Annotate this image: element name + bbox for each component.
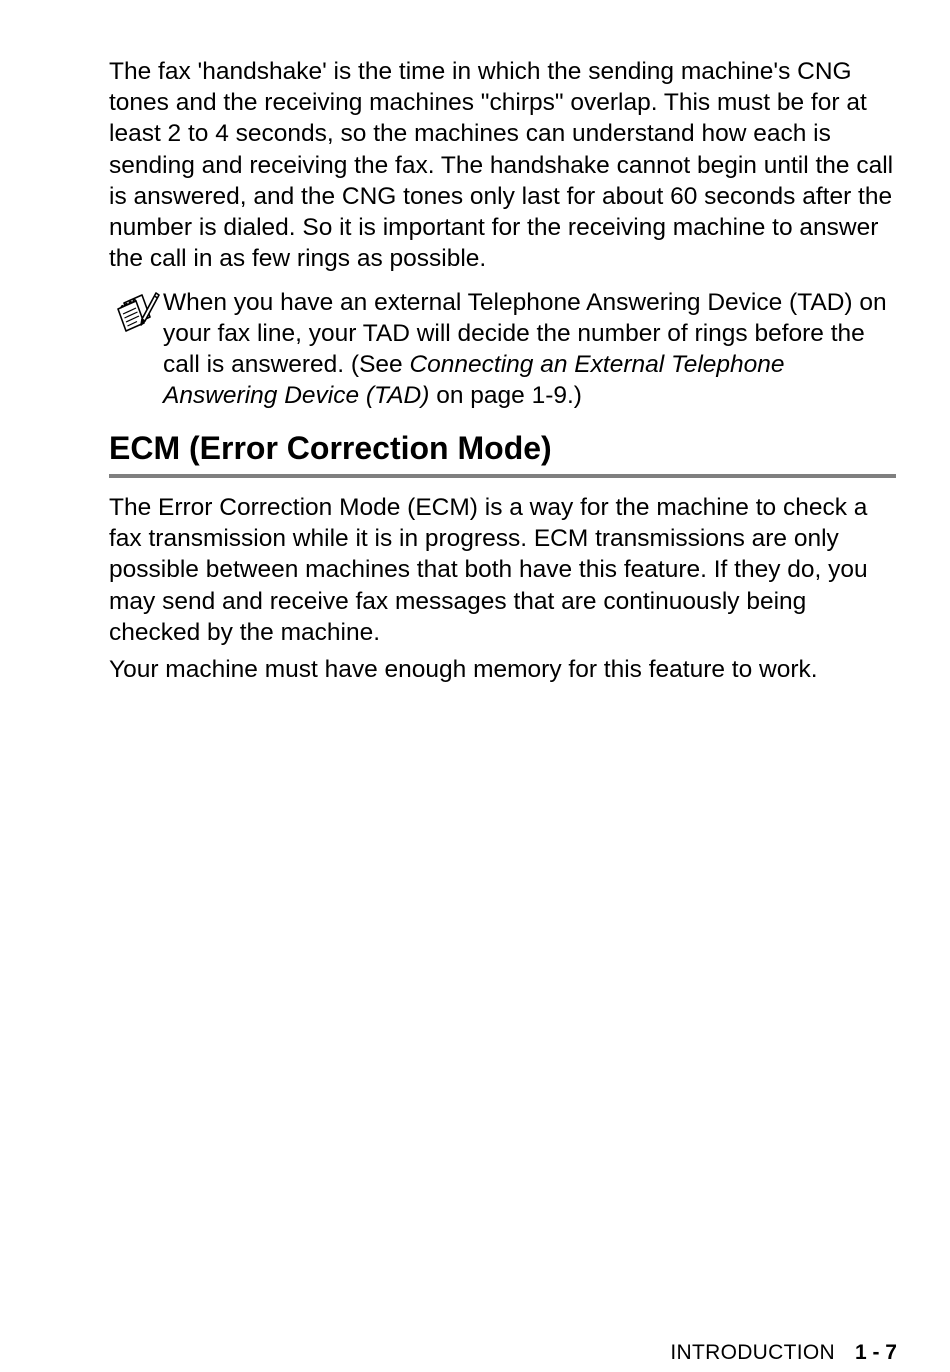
note-reference-title: Connecting an External Telephone Answering Device (TAD) [163,351,785,409]
memory-paragraph: Your machine must have enough memory for this feature to work. [109,656,818,683]
note-text-after: on page 1-9.) [429,382,582,409]
note-pad-pencil-icon [112,289,160,335]
footer-section-name: INTRODUCTION [670,1341,835,1364]
heading-rule [109,474,896,478]
footer-page-number: 1 - 7 [854,1341,897,1364]
ecm-paragraph: The Error Correction Mode (ECM) is a way for the machine to check a fax transmission while it is in progress. ECM transmissions are only possible between machines that both have this feature. If they do, you may send and receive fax messages that are continuously being checked by the machine. [109,494,868,646]
section-heading: ECM (Error Correction Mode) [109,430,552,466]
intro-paragraph: The fax 'handshake' is the time in which the sending machine's CNG tones and the receiving machines "chirps" overlap. This must be for at least 2 to 4 seconds, so the machines can understand how each is sending and receiving the fax. The handshake cannot begin until the call is answered, and the CNG tones only last for about 60 seconds after the number is dialed. So it is important for the receiving machine to answer the call in as few rings as possible. [109,58,894,273]
note-text [163,287,903,411]
note-text-before: When you have an external Telephone Answering Device (TAD) on your fax line, your TAD will decide the number of rings before the call is answered. (See [163,289,887,378]
page-footer [670,1340,897,1366]
